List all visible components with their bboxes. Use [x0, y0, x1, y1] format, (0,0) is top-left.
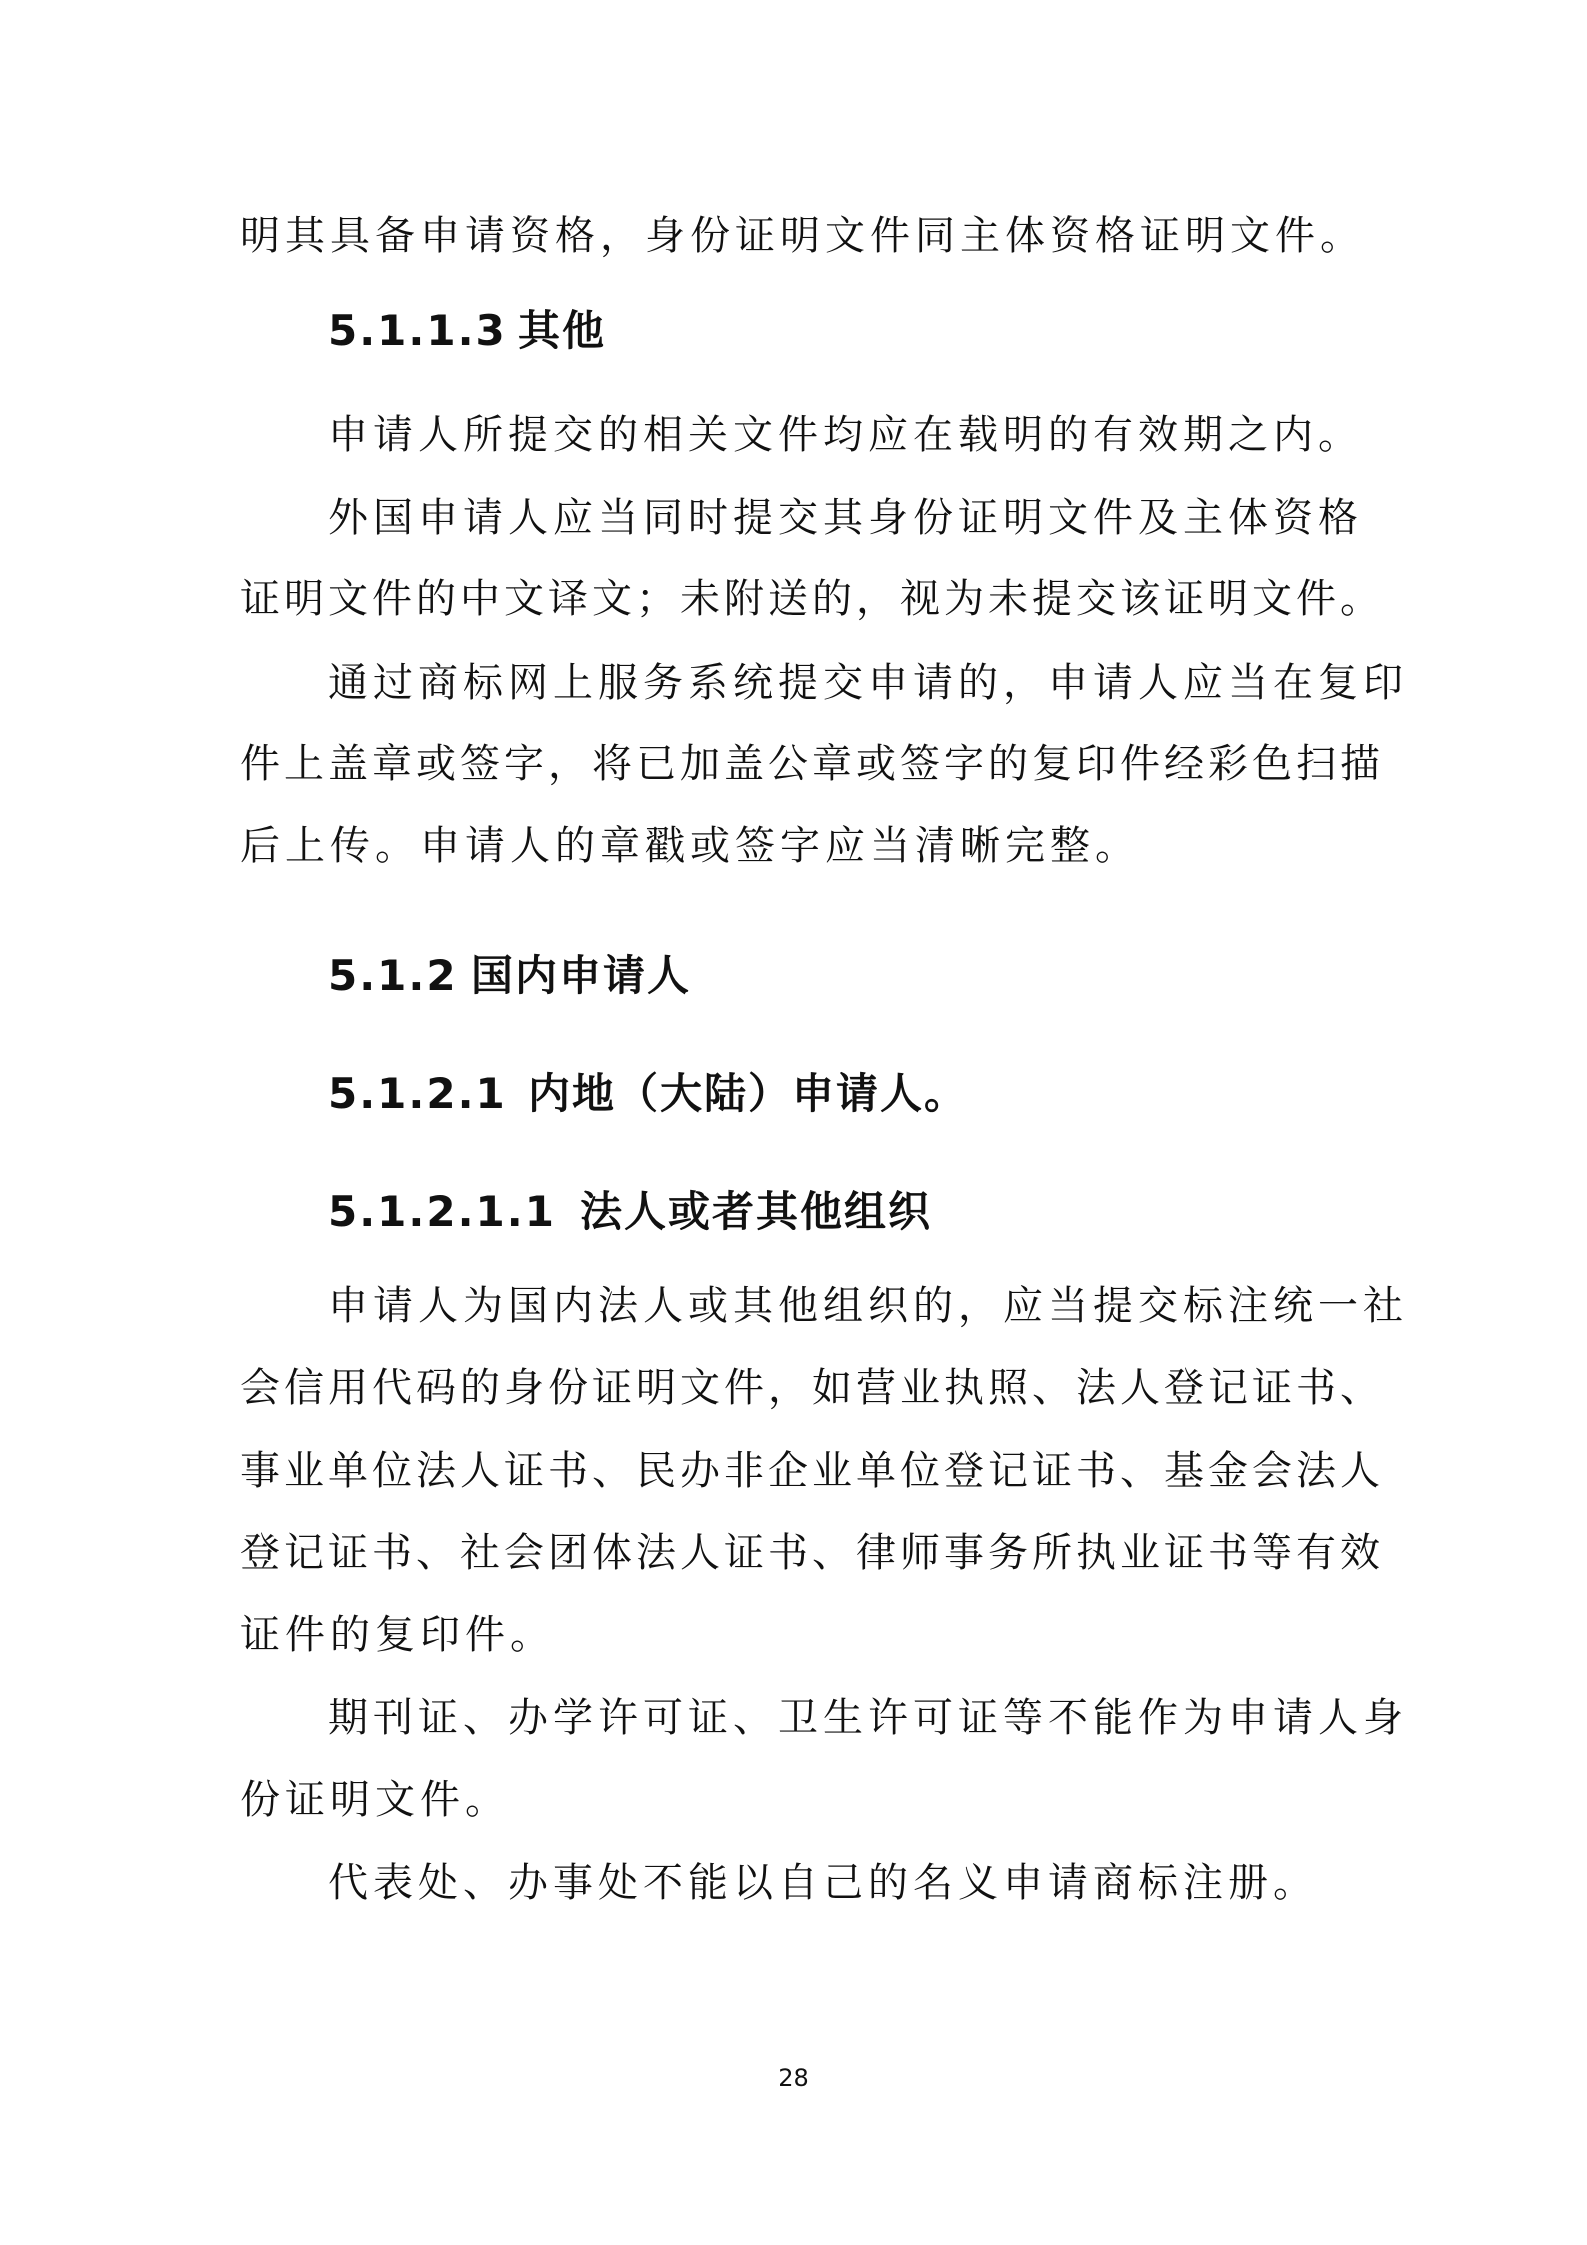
- section-number: 5.1.1.3: [328, 306, 507, 355]
- paragraph-line: 期刊证、办学许可证、卫生许可证等不能作为申请人身: [328, 1695, 1408, 1741]
- section-title: 国内申请人: [471, 951, 692, 1000]
- section-title: 内地（大陆）申请人。: [528, 1069, 969, 1118]
- paragraph-line: 后上传。申请人的章戳或签字应当清晰完整。: [240, 823, 1140, 869]
- paragraph-line: 证件的复印件。: [240, 1612, 555, 1658]
- section-number: 5.1.2: [328, 951, 458, 1000]
- section-title: 其他: [518, 306, 607, 355]
- paragraph-line: 明其具备申请资格，身份证明文件同主体资格证明文件。: [240, 213, 1365, 259]
- paragraph-line: 代表处、办事处不能以自己的名义申请商标注册。: [328, 1860, 1318, 1906]
- paragraph-line: 事业单位法人证书、民办非企业单位登记证书、基金会法人: [240, 1448, 1384, 1494]
- paragraph-line: 登记证书、社会团体法人证书、律师事务所执业证书等有效: [240, 1530, 1384, 1576]
- paragraph-line: 证明文件的中文译文；未附送的，视为未提交该证明文件。: [240, 576, 1384, 622]
- section-heading: [0, 950, 1587, 1002]
- section-number: 5.1.2.1.1: [328, 1187, 556, 1236]
- section-number: 5.1.2.1: [328, 1069, 507, 1118]
- section-heading: [0, 1068, 1587, 1120]
- paragraph-line: 份证明文件。: [240, 1777, 510, 1823]
- paragraph-line: 会信用代码的身份证明文件，如营业执照、法人登记证书、: [240, 1365, 1384, 1411]
- paragraph-line: 申请人所提交的相关文件均应在载明的有效期之内。: [328, 412, 1363, 458]
- paragraph-line: 申请人为国内法人或其他组织的，应当提交标注统一社: [328, 1283, 1408, 1329]
- page-number: 28: [778, 2064, 809, 2092]
- paragraph-line: 件上盖章或签字，将已加盖公章或签字的复印件经彩色扫描: [240, 741, 1384, 787]
- paragraph-line: 外国申请人应当同时提交其身份证明文件及主体资格: [328, 495, 1363, 541]
- section-title: 法人或者其他组织: [580, 1187, 933, 1236]
- section-heading: [0, 1186, 1587, 1238]
- section-heading: [0, 305, 1587, 357]
- paragraph-line: 通过商标网上服务系统提交申请的，申请人应当在复印: [328, 660, 1408, 706]
